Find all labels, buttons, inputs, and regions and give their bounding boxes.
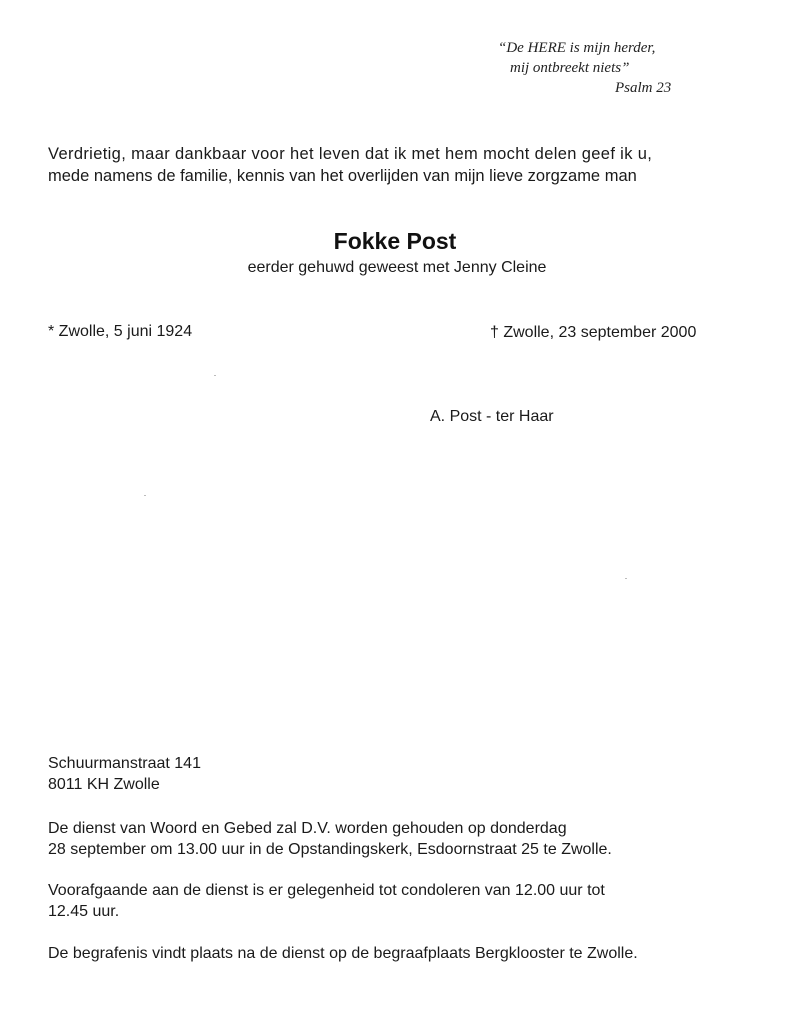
bible-quote	[498, 38, 758, 98]
previous-marriage: eerder gehuwd geweest met Jenny Cleine	[247, 259, 547, 276]
death-info: † Zwolle, 23 september 2000	[490, 324, 697, 341]
quote-line-1: “De HERE is mijn herder,	[498, 40, 656, 56]
condolence-paragraph	[48, 880, 748, 922]
intro-line-2: mede namens de familie, kennis van het overlijden van mijn lieve zorgzame man	[48, 167, 637, 185]
address-city: 8011 KH Zwolle	[48, 776, 160, 793]
service-paragraph	[48, 818, 748, 860]
address-block	[48, 753, 201, 795]
scan-speck	[625, 578, 627, 579]
service-line-1: De dienst van Woord en Gebed zal D.V. worden gehouden op donderdag	[48, 820, 567, 837]
condolence-line-2: 12.45 uur.	[48, 903, 120, 920]
quote-reference: Psalm 23	[615, 80, 672, 96]
condolence-line-1: Voorafgaande aan de dienst is er gelegenheid tot condoleren van 12.00 uur tot	[48, 882, 605, 899]
deceased-name: Fokke Post	[333, 228, 457, 254]
scan-speck	[214, 375, 216, 376]
service-line-2: 28 september om 13.00 uur in de Opstandingskerk, Esdoornstraat 25 te Zwolle.	[48, 841, 612, 858]
intro-text	[48, 143, 748, 187]
burial-paragraph	[48, 943, 748, 964]
quote-line-2: mij ontbreekt niets”	[510, 60, 630, 76]
burial-line-1: De begrafenis vindt plaats na de dienst op de begraafplaats Bergklooster te Zwolle.	[48, 945, 638, 962]
birth-info: * Zwolle, 5 juni 1924	[48, 323, 193, 340]
signer-name: A. Post - ter Haar	[430, 408, 554, 425]
scan-speck	[144, 495, 146, 496]
intro-line-1: Verdrietig, maar dankbaar voor het leven dat ik met hem mocht delen geef ik u,	[48, 145, 653, 163]
address-street: Schuurmanstraat 141	[48, 755, 201, 772]
